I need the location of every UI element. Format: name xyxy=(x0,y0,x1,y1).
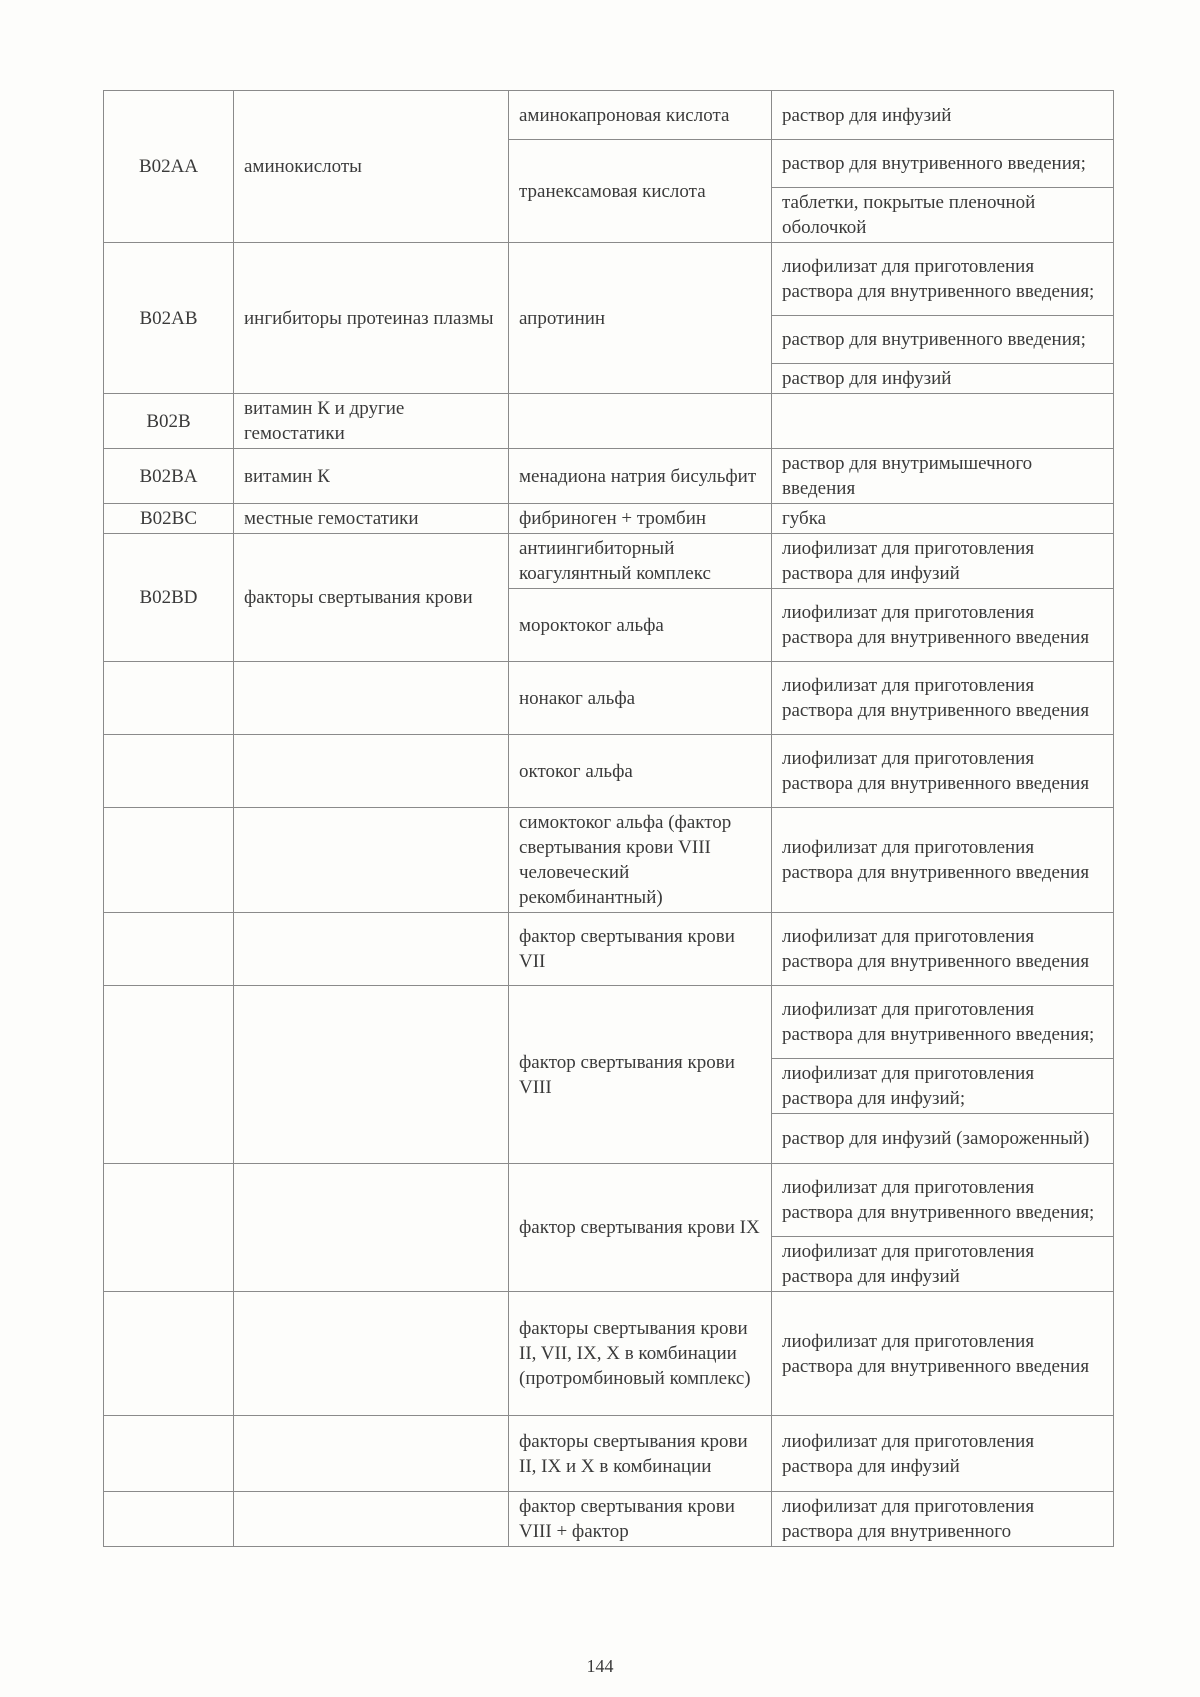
atc-code-cell xyxy=(104,1292,234,1416)
table-row xyxy=(104,243,1114,316)
form-cell: раствор для инфузий (замороженный) xyxy=(772,1114,1114,1164)
group-cell xyxy=(234,986,509,1164)
form-cell: лиофилизат для приготовления раствора для внутривенного введения xyxy=(772,589,1114,662)
atc-code-cell xyxy=(104,735,234,808)
form-cell: лиофилизат для приготовления раствора для внутривенного введения xyxy=(772,662,1114,735)
group-cell xyxy=(234,1292,509,1416)
atc-code-cell xyxy=(104,986,234,1164)
group-cell xyxy=(234,1492,509,1547)
atc-code-cell xyxy=(104,1492,234,1547)
group-cell: ингибиторы протеиназ плазмы xyxy=(234,243,509,394)
group-cell xyxy=(234,662,509,735)
group-cell xyxy=(234,913,509,986)
group-cell: витамин К и другие гемостатики xyxy=(234,394,509,449)
group-cell: витамин К xyxy=(234,449,509,504)
atc-code-cell xyxy=(104,1416,234,1492)
drug-cell: апротинин xyxy=(509,243,772,394)
form-cell: раствор для инфузий xyxy=(772,364,1114,394)
form-cell: лиофилизат для приготовления раствора для внутривенного введения; xyxy=(772,243,1114,316)
form-cell: лиофилизат для приготовления раствора для внутривенного введения xyxy=(772,913,1114,986)
form-cell: лиофилизат для приготовления раствора для внутривенного введения; xyxy=(772,1164,1114,1237)
group-cell: факторы свертывания крови xyxy=(234,534,509,662)
atc-code-cell xyxy=(104,662,234,735)
drug-cell xyxy=(509,394,772,449)
form-cell: раствор для внутримышечного введения xyxy=(772,449,1114,504)
form-cell: губка xyxy=(772,504,1114,534)
form-cell: раствор для инфузий xyxy=(772,91,1114,140)
table-row xyxy=(104,394,1114,449)
table-row xyxy=(104,1164,1114,1237)
drug-cell: фактор свертывания крови IX xyxy=(509,1164,772,1292)
drug-cell: менадиона натрия бисульфит xyxy=(509,449,772,504)
form-cell: таблетки, покрытые пленочной оболочкой xyxy=(772,188,1114,243)
form-cell: лиофилизат для приготовления раствора для внутривенного введения xyxy=(772,808,1114,913)
table-row xyxy=(104,91,1114,140)
form-cell: лиофилизат для приготовления раствора для инфузий xyxy=(772,534,1114,589)
table-row xyxy=(104,1416,1114,1492)
drug-cell: транексамовая кислота xyxy=(509,140,772,243)
table-row xyxy=(104,735,1114,808)
table-row xyxy=(104,534,1114,589)
drug-cell: нонаког альфа xyxy=(509,662,772,735)
drug-cell: факторы свертывания крови II, VII, IX, X в комбинации (протромбиновый комплекс) xyxy=(509,1292,772,1416)
group-cell xyxy=(234,1416,509,1492)
form-cell: лиофилизат для приготовления раствора для инфузий; xyxy=(772,1059,1114,1114)
drug-cell: антиингибиторный коагулянтный комплекс xyxy=(509,534,772,589)
table-row xyxy=(104,662,1114,735)
group-cell: аминокислоты xyxy=(234,91,509,243)
table-row xyxy=(104,1292,1114,1416)
form-cell: лиофилизат для приготовления раствора для внутривенного xyxy=(772,1492,1114,1547)
atc-code-cell: B02AB xyxy=(104,243,234,394)
atc-code-cell xyxy=(104,1164,234,1292)
form-cell: раствор для внутривенного введения; xyxy=(772,140,1114,188)
group-cell xyxy=(234,1164,509,1292)
form-cell xyxy=(772,394,1114,449)
table-row xyxy=(104,986,1114,1059)
drug-cell: фактор свертывания крови VIII + фактор xyxy=(509,1492,772,1547)
table-row xyxy=(104,1492,1114,1547)
form-cell: лиофилизат для приготовления раствора для внутривенного введения xyxy=(772,735,1114,808)
form-cell: лиофилизат для приготовления раствора для внутривенного введения xyxy=(772,1292,1114,1416)
atc-code-cell: B02BD xyxy=(104,534,234,662)
atc-code-cell: B02B xyxy=(104,394,234,449)
atc-code-cell: B02BA xyxy=(104,449,234,504)
drug-cell: октоког альфа xyxy=(509,735,772,808)
atc-code-cell xyxy=(104,913,234,986)
table-row xyxy=(104,504,1114,534)
drug-cell: факторы свертывания крови II, IX и X в комбинации xyxy=(509,1416,772,1492)
table-row xyxy=(104,449,1114,504)
group-cell xyxy=(234,735,509,808)
page-number: 144 xyxy=(586,1656,614,1676)
form-cell: лиофилизат для приготовления раствора для внутривенного введения; xyxy=(772,986,1114,1059)
group-cell xyxy=(234,808,509,913)
atc-code-cell: B02BC xyxy=(104,504,234,534)
atc-code-cell: B02AA xyxy=(104,91,234,243)
table-row xyxy=(104,808,1114,913)
form-cell: лиофилизат для приготовления раствора для инфузий xyxy=(772,1237,1114,1292)
table-row xyxy=(104,913,1114,986)
drug-cell: фибриноген + тромбин xyxy=(509,504,772,534)
drug-cell: мороктоког альфа xyxy=(509,589,772,662)
form-cell: лиофилизат для приготовления раствора для инфузий xyxy=(772,1416,1114,1492)
drug-cell: фактор свертывания крови VII xyxy=(509,913,772,986)
drug-cell: аминокапроновая кислота xyxy=(509,91,772,140)
form-cell: раствор для внутривенного введения; xyxy=(772,316,1114,364)
group-cell: местные гемостатики xyxy=(234,504,509,534)
atc-code-cell xyxy=(104,808,234,913)
drug-cell: фактор свертывания крови VIII xyxy=(509,986,772,1164)
drug-table xyxy=(103,90,1114,1547)
drug-cell: симоктоког альфа (фактор свертывания крови VIII человеческий рекомбинантный) xyxy=(509,808,772,913)
